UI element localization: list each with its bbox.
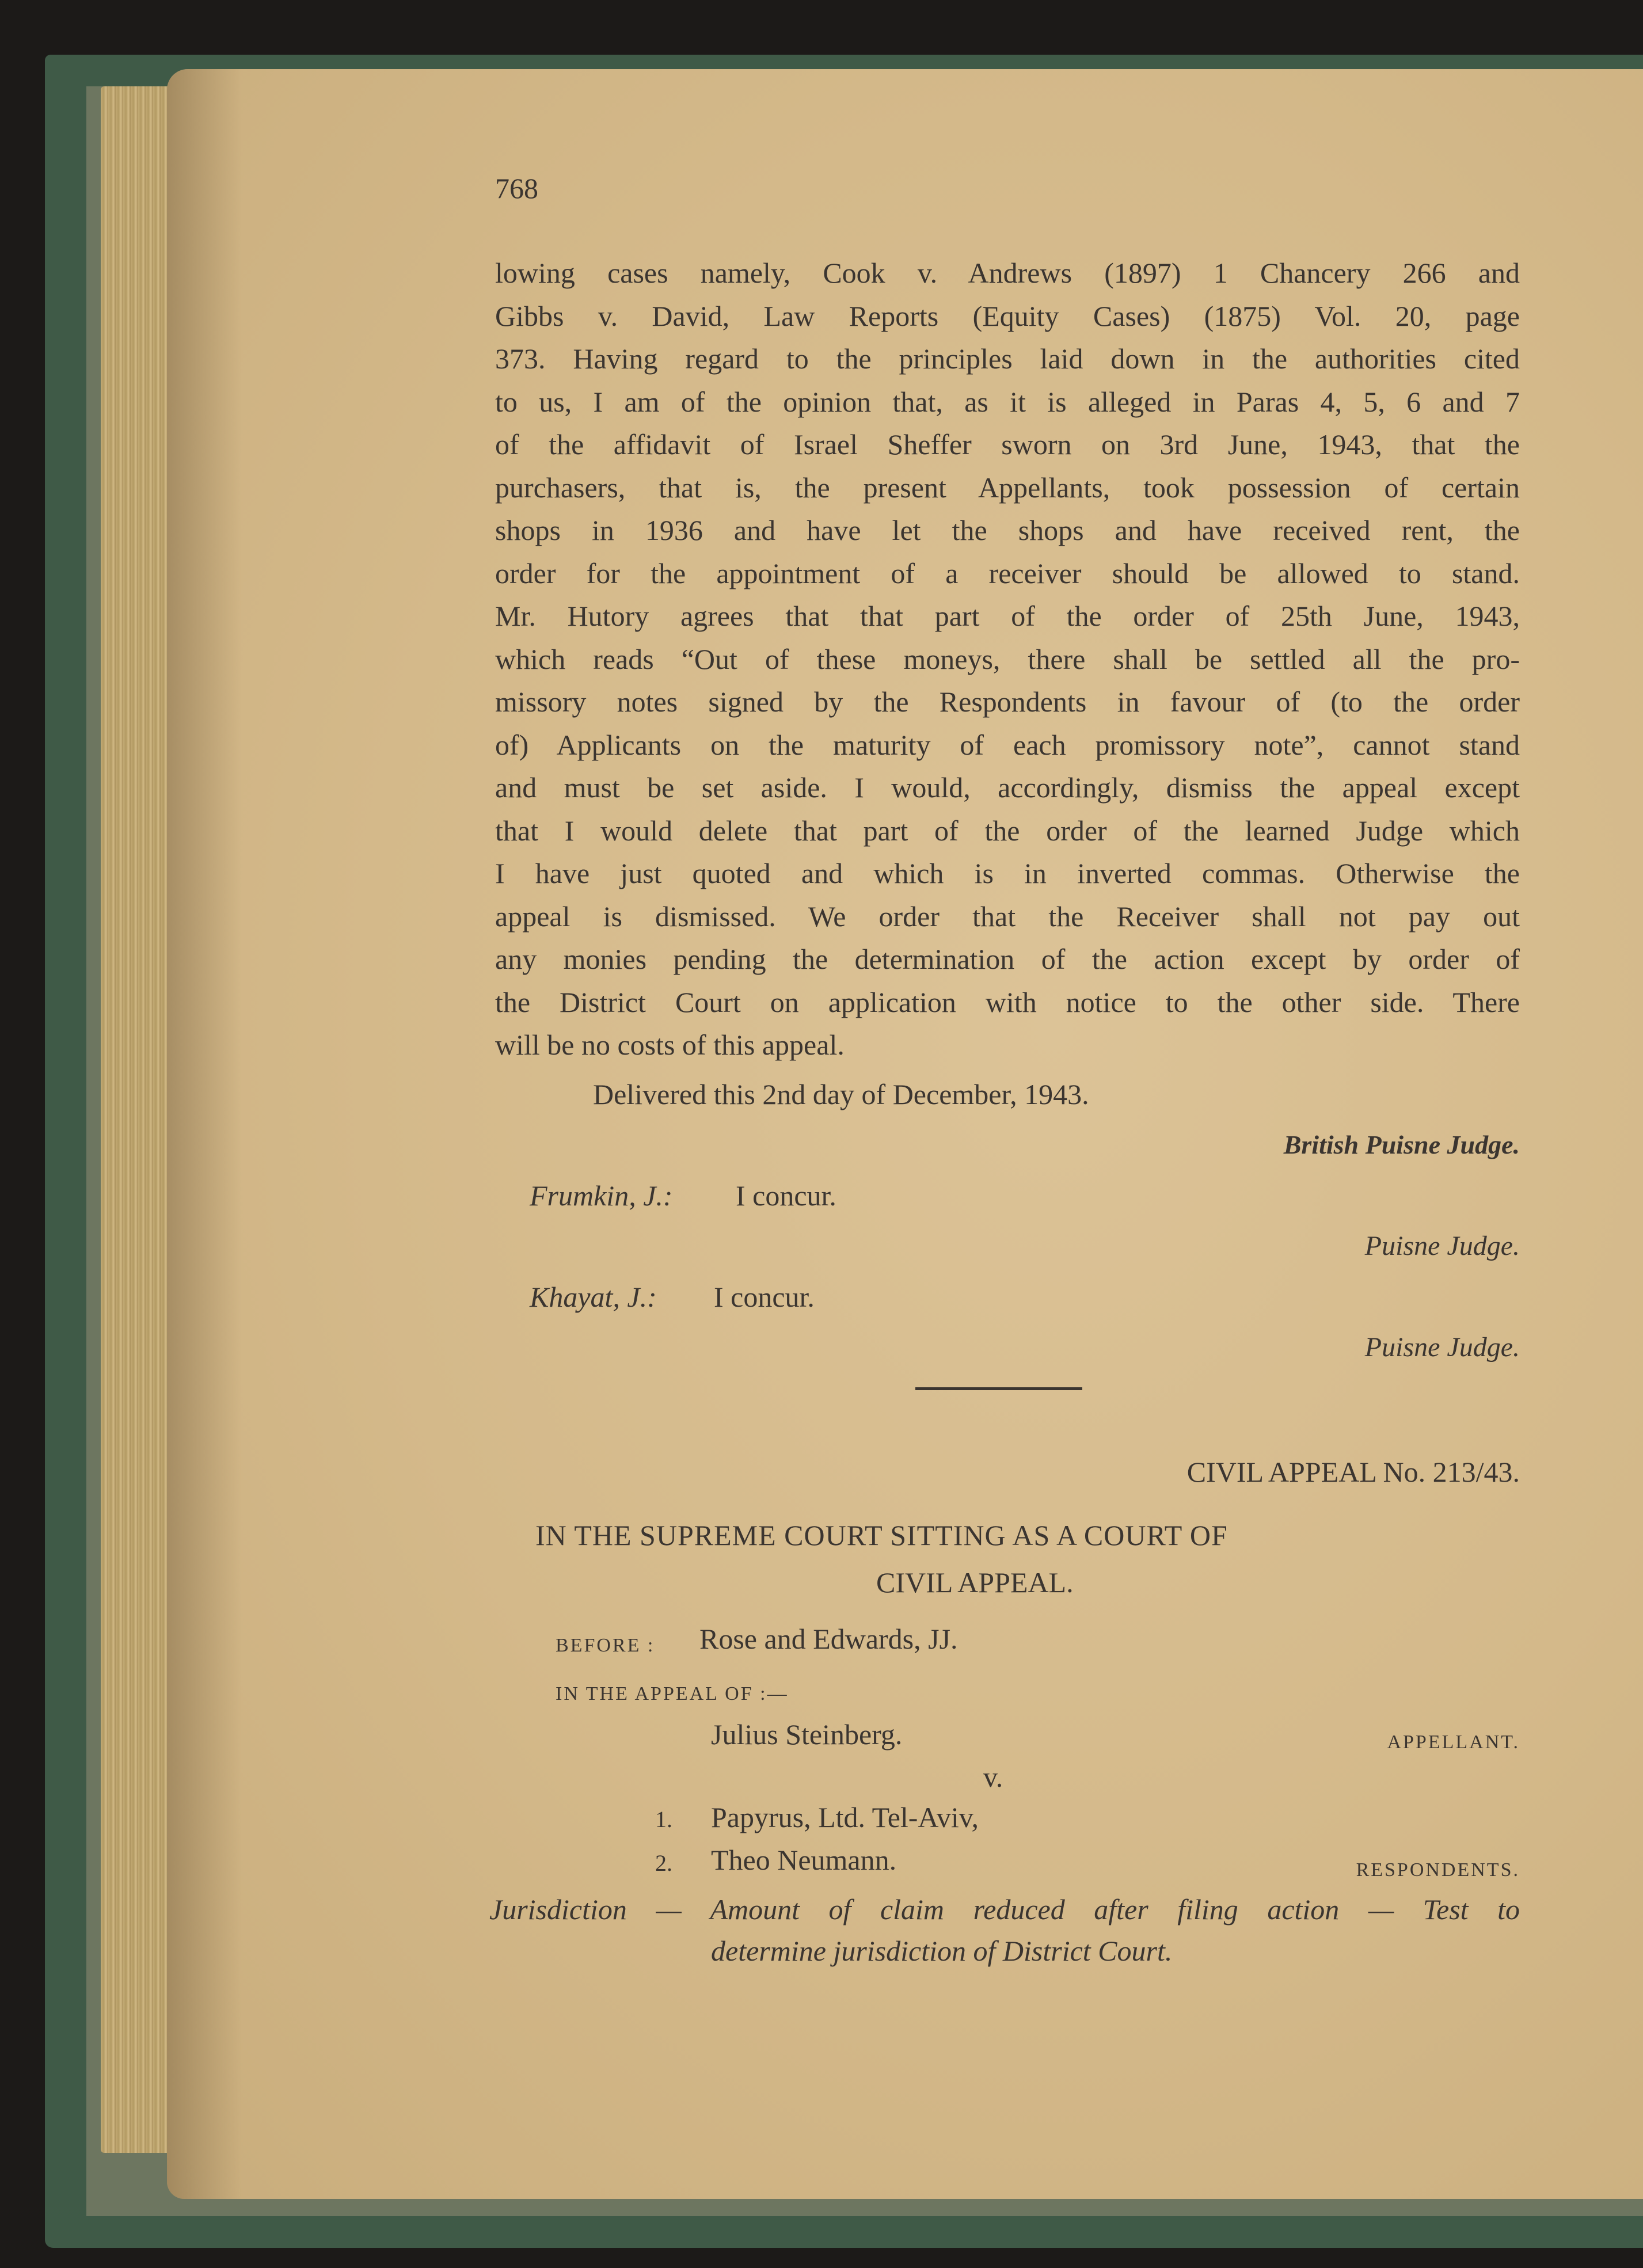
body-line: to us, I am of the opinion that, as it is alleged in Paras 4, 5, 6 and 7 [495,385,1520,418]
body-line: the District Court on application with notice to the other side. There [495,985,1520,1018]
body-line: purchasers, that is, the present Appellants, took possession of certain [495,471,1520,504]
versus: v. [983,1761,1003,1793]
headnote-line: Jurisdiction — Amount of claim reduced after filing action — Test to [489,1893,1520,1925]
court-heading: IN THE SUPREME COURT SITTING AS A COURT OF [535,1519,1228,1551]
body-line: of the affidavit of Israel Sheffer sworn on 3rd June, 1943, that the [495,428,1520,461]
body-line: any monies pending the determination of the action except by order of [495,943,1520,975]
puisne-judge-signature: Puisne Judge. [1364,1332,1520,1363]
before-label: BEFORE : [556,1635,655,1656]
body-line: lowing cases namely, Cook v. Andrews (1897) 1 Chancery 266 and [495,257,1520,289]
body-line: shops in 1936 and have let the shops and have received rent, the [495,514,1520,546]
body-line: Mr. Hutory agrees that that part of the order of 25th June, 1943, [495,600,1520,632]
body-line: 373. Having regard to the principles laid down in the authorities cited [495,343,1520,375]
frumkin-concur: I concur. [736,1179,836,1212]
delivered-line: Delivered this 2nd day of December, 1943. [593,1078,1089,1110]
khayat-name: Khayat, J.: [530,1281,657,1313]
body-line: and must be set aside. I would, accordingly, dismiss the appeal except [495,771,1520,804]
appeal-of-label: IN THE APPEAL OF :— [556,1683,789,1704]
respondent-number: 1. [655,1806,672,1832]
body-line: I have just quoted and which is in inverted commas. Otherwise the [495,857,1520,889]
page-number: 768 [495,172,538,204]
body-line: which reads “Out of these moneys, there shall be settled all the pro- [495,642,1520,675]
appellant-name: Julius Steinberg. [711,1718,903,1751]
court-heading-continued: CIVIL APPEAL. [876,1566,1074,1599]
body-line: Gibbs v. David, Law Reports (Equity Cases) (1875) Vol. 20, page [495,299,1520,332]
respondent-number: 2. [655,1850,672,1876]
british-puisne-judge: British Puisne Judge. [1283,1130,1520,1159]
respondents-role: RESPONDENTS. [1356,1859,1520,1881]
body-line: missory notes signed by the Respondents in favour of (to the order [495,686,1520,718]
judgment-body [495,252,1520,1067]
body-line: of) Applicants on the maturity of each promissory note”, cannot stand [495,728,1520,761]
appellant-role: APPELLANT. [1387,1732,1520,1753]
spine-shadow [167,69,242,2199]
case-number: CIVIL APPEAL No. 213/43. [1186,1456,1520,1488]
khayat-concur: I concur. [714,1281,815,1313]
section-divider [915,1387,1082,1390]
puisne-judge-signature: Puisne Judge. [1364,1231,1520,1261]
body-line: that I would delete that part of the order of the learned Judge which [495,814,1520,847]
respondent-name: Papyrus, Ltd. Tel-Aviv, [711,1801,979,1833]
body-line: will be no costs of this appeal. [495,1029,845,1061]
body-line: order for the appointment of a receiver should be allowed to stand. [495,557,1520,589]
before-judges: Rose and Edwards, JJ. [699,1623,958,1655]
frumkin-name: Frumkin, J.: [530,1179,673,1212]
respondent-name: Theo Neumann. [711,1844,897,1876]
body-line: appeal is dismissed. We order that the Receiver shall not pay out [495,900,1520,933]
headnote-line: determine jurisdiction of District Court. [711,1935,1173,1967]
